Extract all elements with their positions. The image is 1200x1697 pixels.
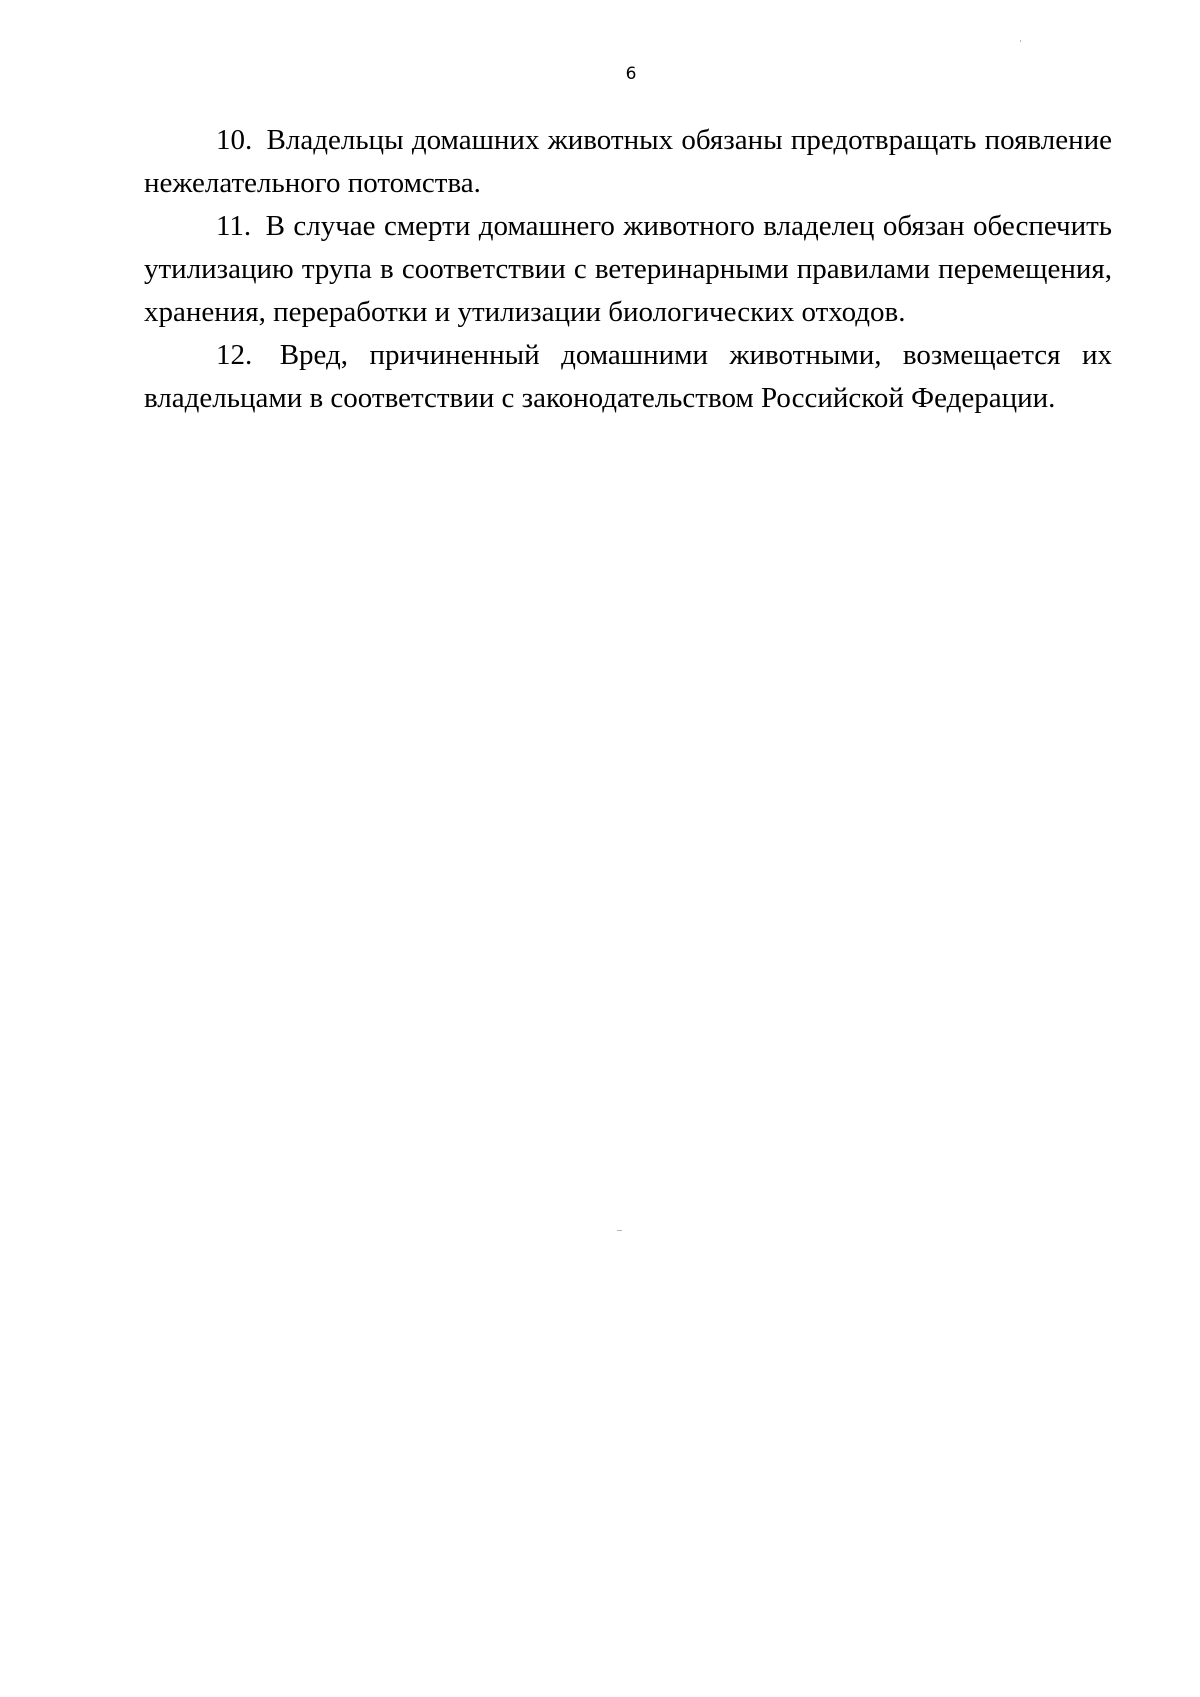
document-body <box>144 119 1112 420</box>
paragraph-number: 11. <box>216 210 252 242</box>
paragraph-text: В случае смерти домашнего животного владелец обязан обеспечить утилизацию трупа в соответствии с ветеринарными правилами перемещения, хранения, переработки и утилизации биологических отходов. <box>144 210 1112 328</box>
paragraph-number: 12. <box>216 339 253 371</box>
paragraph-text: Владельцы домашних животных обязаны предотвращать появление нежелательного потомства. <box>144 124 1113 199</box>
paragraph-text: Вред, причиненный домашними животными, возмещается их владельцами в соответствии с законодательством Российской Федерации. <box>144 339 1112 414</box>
page-number: 6 <box>625 64 637 84</box>
paragraph-11 <box>144 205 1112 334</box>
paragraph-12 <box>144 334 1112 420</box>
scan-speck <box>617 1230 622 1231</box>
scan-speck <box>1020 40 1021 42</box>
paragraph-10 <box>144 119 1112 205</box>
paragraph-number: 10. <box>216 124 253 156</box>
